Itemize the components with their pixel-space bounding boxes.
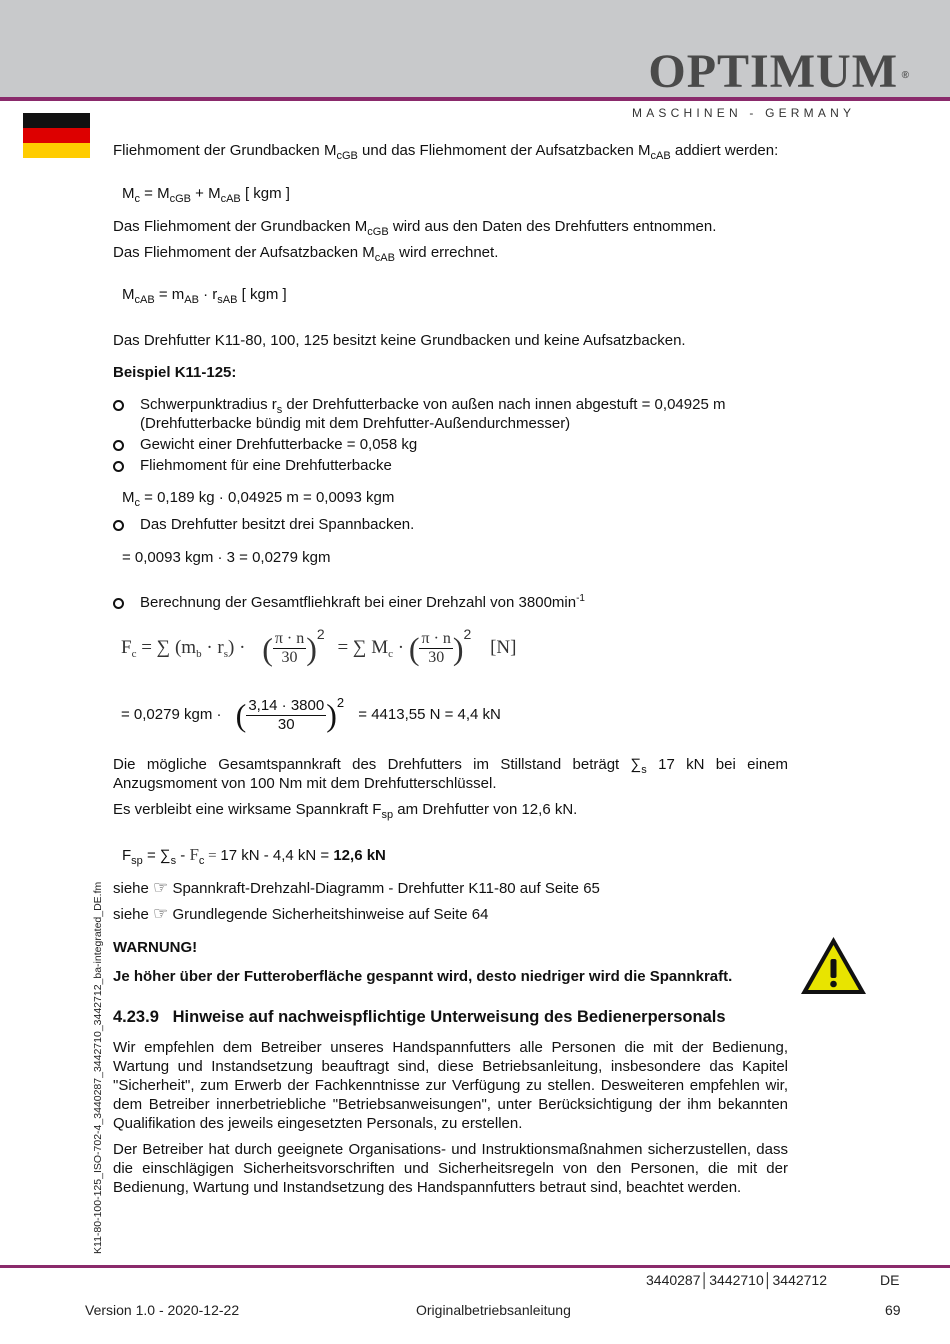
pointing-hand-icon: ☞ — [153, 878, 169, 897]
bullet-fliehmoment: Fliehmoment für eine Drehfutterbacke — [113, 456, 793, 475]
footer-rule — [0, 1265, 950, 1268]
bullet-three-jaws: Das Drehfutter besitzt drei Spannbacken. — [113, 515, 793, 534]
equation-fsp: $F_{sp} = \sum_s - F_c = 17$ kN - 4,4 kN = 12,6 kN — [122, 845, 386, 867]
side-file-name: K11-80-100-125_ISO-702-4_3440287_3442710_3442712_ba-integrated_DE.fm — [92, 881, 104, 1254]
equation-mcab: $M_{cAB} = m_{AB} \cdot r_{sAB}$ [ kgm ] — [122, 286, 287, 306]
bullet-radius: Schwerpunktradius $r_s$ der Drehfutterbacke von außen nach innen abgestuft = 0,04925 m (Drehfutterbacke bündig mit dem Drehfutter-Außendurchmesser) — [113, 395, 793, 433]
warning-title: WARNUNG! — [113, 939, 198, 956]
equation-total-moment: = 0,0093 kgm · 3 = 0,0279 kgm — [122, 549, 331, 566]
example-heading: Beispiel K11-125: — [113, 364, 237, 381]
german-flag-icon — [23, 113, 90, 158]
bullet-icon — [113, 440, 124, 451]
bullet-icon — [113, 461, 124, 472]
equation-mc-value: $M_c = 0,189$ kg · 0,04925 m = 0,0093 kgm — [122, 489, 395, 509]
pointing-hand-icon: ☞ — [153, 904, 169, 923]
bullet-icon — [113, 520, 124, 531]
article-numbers: 3440287│3442710│3442712 — [646, 1272, 828, 1288]
reference-diagram: siehe ☞ Spannkraft-Drehzahl-Diagramm - Drehfutter K11-80 auf Seite 65 — [113, 878, 600, 897]
logo-tagline: MASCHINEN - GERMANY — [632, 106, 856, 120]
bullet-weight: Gewicht einer Drehfutterbacke = 0,058 kg — [113, 435, 793, 454]
version-info: Version 1.0 - 2020-12-22 — [85, 1302, 240, 1318]
optimum-logo: OPTIMUM ® — [648, 45, 910, 98]
language-code: DE — [880, 1272, 900, 1288]
paragraph-operator-duty: Der Betreiber hat durch geeignete Organisations- und Instruktionsmaßnahmen sicherzustellen, dass die einschlägigen Sicherheitsvorschriften und Sicherheitsregeln von den Personen, die mit der Bedienung, Wartung und Instandsetzung des Handspannfutters betraut sind, beachtet werden. — [113, 1141, 788, 1196]
paragraph-fliehmoment-sum: Fliehmoment der Grundbacken $M_{cGB}$ und das Fliehmoment der Aufsatzbacken $M_{cAB}$ addiert werden: — [113, 142, 779, 162]
equation-mc-sum: $M_c = M_{cGB} + M_{cAB}$ [ kgm ] — [122, 185, 290, 205]
bullet-calculation: Berechnung der Gesamtfliehkraft bei einer Drehzahl von $3800\min^{-1}$ — [113, 593, 793, 612]
document-type: Originalbetriebsanleitung — [416, 1302, 571, 1318]
page-number: 69 — [885, 1302, 901, 1318]
paragraph-no-jaws: Das Drehfutter K11-80, 100, 125 besitzt keine Grundbacken und keine Aufsatzbacken. — [113, 332, 686, 349]
formula-fc: $F_c$ = ∑ $(m_b \cdot r_s)$ · ( $\frac{\pi \cdot n}{30}$ )$^2$ = ∑ $M_c$ · ( $\frac{\pi \cdot n}{30}$ )$^2$ [N] — [121, 626, 517, 667]
section-heading: 4.23.9 Hinweise auf nachweispflichtige Unterweisung des Bedienerpersonals — [113, 1008, 726, 1026]
paragraph-aufsatzbacken: Das Fliehmoment der Aufsatzbacken $M_{cAB}$ wird errechnet. — [113, 244, 499, 264]
warning-triangle-icon — [799, 935, 868, 996]
reference-safety-link[interactable]: Grundlegende Sicherheitshinweise auf Seite 64 — [172, 906, 489, 923]
reference-safety: siehe ☞ Grundlegende Sicherheitshinweise auf Seite 64 — [113, 904, 489, 923]
bullet-icon — [113, 598, 124, 609]
paragraph-remaining-force: Es verbleibt eine wirksame Spannkraft $F_{sp}$ am Drehfutter von 12,6 kN. — [113, 801, 578, 821]
reference-diagram-link[interactable]: Spannkraft-Drehzahl-Diagramm - Drehfutter K11-80 auf Seite 65 — [172, 880, 600, 897]
paragraph-grundbacken: Das Fliehmoment der Grundbacken $M_{cGB}$ wird aus den Daten des Drehfutters entnommen. — [113, 218, 717, 238]
bullet-icon — [113, 400, 124, 411]
warning-text: Je höher über der Futteroberfläche gespannt wird, desto niedriger wird die Spannkraft. — [113, 968, 733, 985]
formula-calculation: = 0,0279 kgm · ( $\frac{3,14 \cdot 3800}{30}$ )$^2$ = 4413,55 N = 4,4 kN — [121, 695, 501, 734]
paragraph-instruction: Wir empfehlen dem Betreiber unseres Handspannfutters alle Personen die mit der Bedienung, Wartung und Instandsetzung beauftragt sind, diese Betriebsanleitung, insbesondere das Kapitel "Sicherheit", zum Erwerb der Fachkenntnisse zur Verfügung zu stellen. Desweiteren empfehlen wir, dem Betreiber innerbetriebliche "Betriebsanweisungen", unter Berücksichtigung der ihm bekannten Qualifikation des jeweils eingesetzten Personals, zu erstellen. — [113, 1039, 788, 1132]
paragraph-total-clamping-force: Die mögliche Gesamtspannkraft des Drehfutters im Stillstand beträgt $\sum_s$ 17 kN bei einem Anzugsmoment von 100 Nm mit dem Drehfutterschlüssel. — [113, 756, 789, 792]
